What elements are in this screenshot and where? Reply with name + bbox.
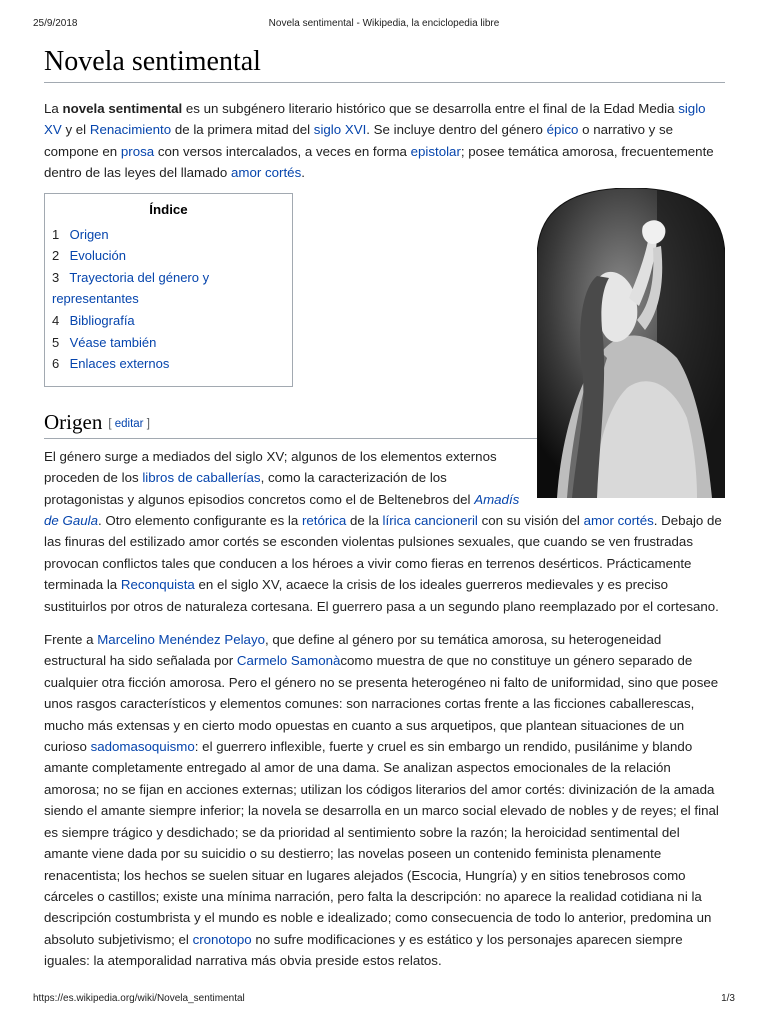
page-title: Novela sentimental [44,44,725,83]
link-retorica[interactable]: retórica [301,513,347,528]
text-run: Frente a [44,632,98,648]
print-header [33,18,735,32]
text-run: con versos intercalados, a veces en forma [154,143,411,159]
text-run: : el guerrero inflexible, fuerte y cruel es sin embargo un rendido, pusilánime y blando amante completamente entregado al amor de una dama. Se analizan aspectos emocionales de la relación amorosa; no se fijan en acciones externas; utilizan los códigos literarios del amor cortés: divinización de la amada siendo el amante siempre inferior; la novela se desarrolla en un marco social elevado de nobles y de reyes; el final es siempre trágico y desdichado; se da prioridad al sentimiento sobre la razón; la heroicidad sentimental del amante viene dada por su suicidio o su destierro; las novelas poseen un contenido feminista plenamente renacentista; los hechos se suelen situar en lugares alejados (Escocia, Hungría) y en sitios tenebrosos como cárceles o castillos; existe una mínima narración, pero falta la descripción: no aparece la realidad cotidiana ni la descripción costumbrista y el mundo es noble e idealizado; como consecuencia de todo lo anterior, predomina un absoluto subjetivismo; el [44,739,719,947]
text-run: es un subgénero literario histórico que se desarrolla entre el final de la Edad Media [182,101,679,116]
link-amadis-de-gaula[interactable]: Amadís de Gaula [44,491,520,528]
toc-link-origen[interactable]: Origen [69,226,109,242]
toc-number: 2 [52,248,60,264]
print-page-number: 1/3 [721,993,735,1004]
toc-number: 6 [52,356,60,372]
link-libros-de-caballerias[interactable]: libros de caballerías [142,470,261,486]
section-heading-text: Origen [44,409,103,434]
text-run: , como la caracterización de los protagonistas y algunos episodios concretos como el de Beltenebros del [44,470,475,507]
link-amor-cortes[interactable]: amor cortés [231,165,302,181]
toc-list [52,224,285,375]
text-run: de la primera mitad del [171,122,314,138]
link-renacimiento[interactable]: Renacimiento [89,122,172,138]
engraving-woman-praying-image [537,188,725,498]
print-page-title: Novela sentimental - Wikipedia, la enciclopedia libre [268,18,500,29]
toc-number: 5 [52,334,60,350]
text-run: . Debajo de las finuras del estilizado amor cortés se esconden violentas pulsiones sexuales, que cuando se ven frustradas provocan conflictos tales que conducen a los héroes a vivir como fieras en terrenos desérticos. Prácticamente terminada la [44,513,722,593]
edit-section [108,418,150,430]
link-menendez-pelayo[interactable]: Marcelino Menéndez Pelayo [97,632,266,648]
article-content [44,44,725,972]
text-run: en el siglo XV, acaece la crisis de los ideales guerreros medievales y es preciso sustituirlos por otros de naturaleza cortesana. El guerrero pasa a un segundo plano reemplazado por el cortesano. [44,577,719,614]
edit-section-link[interactable]: editar [114,417,144,430]
text-run: La [44,101,63,116]
article-image[interactable] [537,188,725,498]
link-prosa[interactable]: prosa [120,143,155,159]
text-run: . Otro elemento configurante es la [97,513,302,528]
bold-term: novela sentimental [62,101,183,116]
link-carmelo-samona[interactable]: Carmelo Samonà [236,653,341,669]
toc-link-enlaces-externos[interactable]: Enlaces externos [69,356,170,372]
text-run: con su visión del [477,513,584,528]
text-run: El género surge a mediados del siglo XV; algunos de los elementos externos proceden de los [44,448,497,486]
text-run: no sufre modificaciones y es estático y los personajes aparecen siempre iguales: la atemporalidad narrativa más obvia preside estos relatos. [44,931,683,969]
link-amor-cortes-2[interactable]: amor cortés [583,513,654,528]
text-run: como muestra de que no constituye un género separado de cualquier otra ficción amorosa. Pero el género no se presenta heterogéneo ni falto de uniformidad, sino que posee unos rasgos característicos y elementos comunes: son narraciones cortas frente a las ficciones caballerescas, mucho más extensas y en cierto modo opuestas en cuanto a sus arquetipos, que plantean situaciones de un curioso [44,653,719,755]
link-epico[interactable]: épico [546,122,579,138]
link-reconquista[interactable]: Reconquista [120,577,195,593]
edit-bracket: [ [108,417,115,430]
toc-number: 4 [52,313,60,328]
edit-bracket: ] [143,417,150,430]
toc-link-bibliografia[interactable]: Bibliografía [69,313,135,328]
print-url: https://es.wikipedia.org/wiki/Novela_sentimental [33,993,245,1004]
text-run: y el [61,122,90,138]
toc-link-vease-tambien[interactable]: Véase también [69,334,157,350]
toc-item [52,224,285,246]
link-siglo-xvi[interactable]: siglo XVI [313,122,367,138]
table-of-contents [44,193,293,387]
origen-paragraph-2 [44,629,725,972]
link-sadomasoquismo[interactable]: sadomasoquismo [90,739,195,755]
lead-paragraph [44,98,725,184]
toc-item [52,353,285,375]
link-lirica-cancioneril[interactable]: lírica cancioneril [382,513,478,528]
text-run: de la [346,513,383,528]
print-footer [33,993,735,1007]
toc-link-evolucion[interactable]: Evolución [69,248,126,264]
text-run: o narrativo y se compone en [44,122,674,159]
toc-number: 3 [52,269,60,285]
text-run: ; posee temática amorosa, frecuentemente dentro de las leyes del llamado [44,143,714,181]
toc-number: 1 [52,226,60,242]
toc-title: Índice [149,201,188,217]
text-run: . Se incluye dentro del género [366,122,547,138]
text-run: . [301,165,305,181]
toc-item [52,310,285,332]
link-siglo-xv[interactable]: siglo XV [44,101,706,138]
toc-item [52,332,285,354]
text-run: , que define al género por su temática amorosa, su heterogeneidad estructural ha sido señalada por [44,632,662,669]
link-epistolar[interactable]: epistolar [410,143,461,159]
toc-item [52,245,285,267]
toc-link-trayectoria[interactable]: Trayectoria del género y representantes [52,269,210,307]
print-date: 25/9/2018 [33,18,78,29]
link-cronotopo[interactable]: cronotopo [192,931,252,947]
toc-item [52,267,285,310]
